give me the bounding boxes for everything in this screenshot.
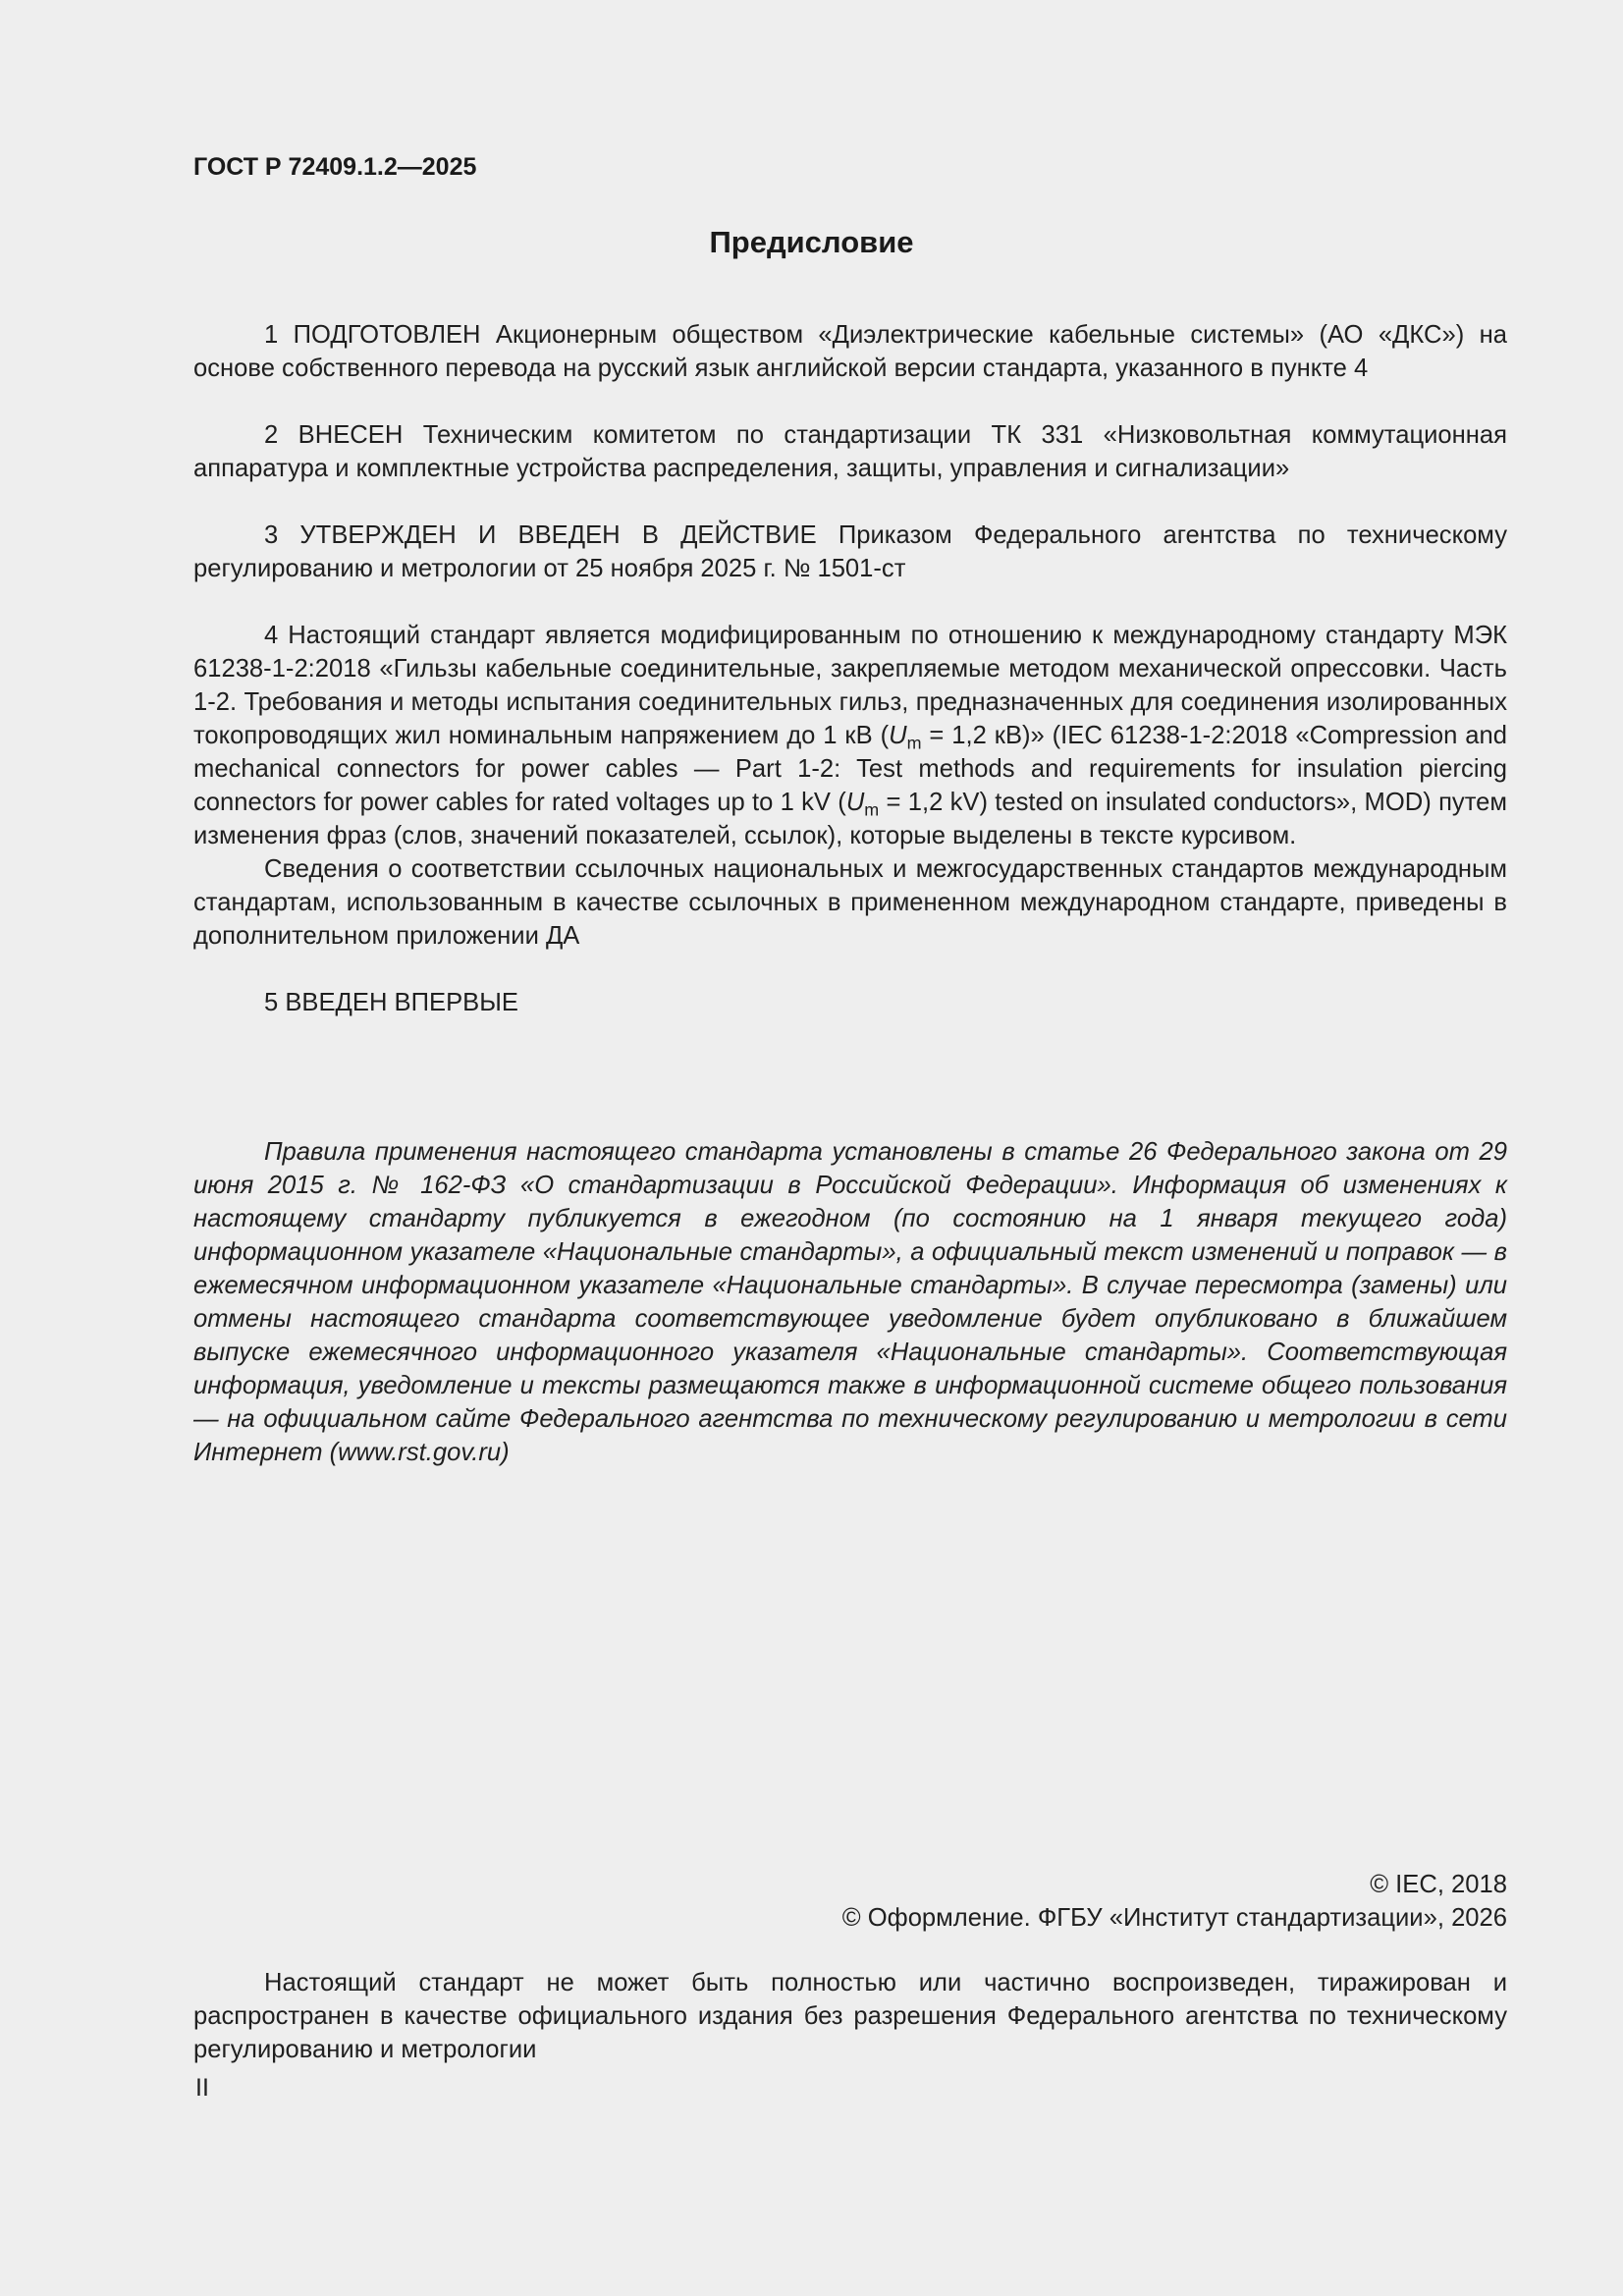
item-modified-standard: [193, 619, 1507, 852]
item-first-introduced: 5 ВВЕДЕН ВПЕРВЫЕ: [264, 989, 518, 1016]
item-approved: 3 УТВЕРЖДЕН И ВВЕДЕН В ДЕЙСТВИЕ Приказом Федерального агентства по техническому регулированию и метрологии от 25 ноября 2025 г. № 1501-ст: [193, 521, 1507, 582]
item-submitted: 2 ВНЕСЕН Техническим комитетом по стандартизации ТК 331 «Низковольтная коммутационная аппаратура и комплектные устройства распределения, защиты, управления и сигнализации»: [193, 421, 1507, 482]
copyright-block: [842, 1868, 1507, 1935]
voltage-symbol: U: [845, 789, 865, 816]
item-prepared: 1 ПОДГОТОВЛЕН Акционерным обществом «Диэлектрические кабельные системы» (АО «ДКС») на основе собственного перевода на русский язык английской версии стандарта, указанного в пункте 4: [193, 321, 1507, 382]
copyright-institute: © Оформление. ФГБУ «Институт стандартизации», 2026: [841, 1904, 1507, 1932]
rules-notice: Правила применения настоящего стандарта установлены в статье 26 Федерального закона от 29 июня 2015 г. № 162-ФЗ «О стандартизации в Российской Федерации». Информация об изменениях к настоящему стандарту публикуется в ежегодном (по состоянию на 1 января текущего года) информационном указателе «Национальные стандарты», а официальный текст изменений и поправок — в ежемесячном информационном указателе «Национальные стандарты». В случае пересмотра (замены) или отмены настоящего стандарта соответствующее уведомление будет опубликовано в ближайшем выпуске ежемесячного информационного указателя «Национальные стандарты». Соответствующая информация, уведомление и тексты размещаются также в информационной системе общего пользования — на официальном сайте Федерального агентства по техническому регулированию и метрологии в сети Интернет (www.rst.gov.ru): [193, 1138, 1507, 1466]
voltage-subscript: m: [906, 733, 922, 753]
voltage-symbol: U: [889, 722, 907, 749]
item-4-text-part2: = 1,2 кВ)» (IEC 61238-1-2:2018 «Compression and mechanical connectors for power cables — Part 1-2: Test methods and requirements for insulation piercing connectors for power cables for rated voltages up to 1 kV (: [193, 722, 1507, 816]
page-title: Предисловие: [709, 225, 914, 259]
item-4-text-part3: = 1,2 kV) tested on insulated conductors», MOD) путем изменения фраз (слов, значений показателей, ссылок), которые выделены в тексте курсивом.: [193, 789, 1507, 849]
item-4-text-part1: 4 Настоящий стандарт является модифицированным по отношению к международному стандарту МЭК 61238-1-2:2018 «Гильзы кабельные соединительные, закрепляемые методом механической опрессовки. Часть 1-2. Требования и методы испытания соединительных гильз, предназначенных для соединения изолированных токопроводящих жил номинальным напряжением до 1 кВ (: [193, 622, 1507, 749]
voltage-subscript: m: [864, 799, 880, 820]
item-references-info: Сведения о соответствии ссылочных национальных и межгосударственных стандартов международным стандартам, использованным в качестве ссылочных в примененном международном стандарте, приведены в дополнительном приложении ДА: [193, 855, 1507, 950]
copyright-iec: © IEC, 2018: [1370, 1871, 1507, 1898]
reproduction-notice: Настоящий стандарт не может быть полностью или частично воспроизведен, тиражирован и распространен в качестве официального издания без разрешения Федерального агентства по техническому регулированию и метрологии: [193, 1969, 1507, 2063]
page-number: II: [195, 2074, 209, 2102]
document-code: ГОСТ Р 72409.1.2—2025: [193, 153, 477, 181]
foreword-content: [193, 318, 1507, 1019]
